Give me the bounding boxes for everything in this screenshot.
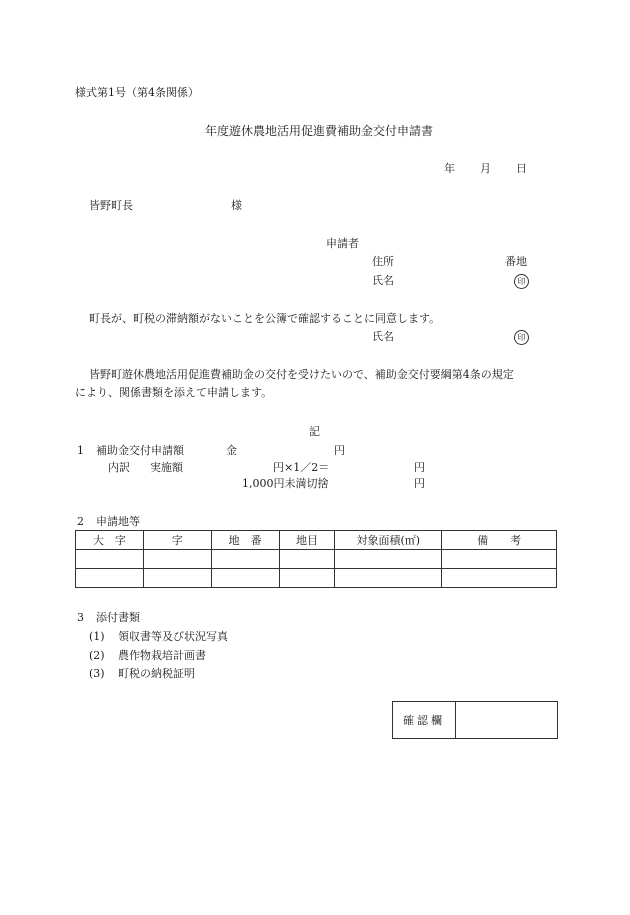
formula-text: 円×1／2＝ xyxy=(273,461,330,474)
table-cell[interactable] xyxy=(211,569,279,588)
lot-label: 番地 xyxy=(505,255,527,268)
addressee-name: 皆野町長 xyxy=(89,199,133,212)
column-header: 大 字 xyxy=(76,531,144,550)
section3-number: 3 xyxy=(77,611,84,624)
form-number: 様式第1号（第4条関係） xyxy=(75,86,199,99)
confirmation-field[interactable] xyxy=(456,702,557,738)
section2-number: 2 xyxy=(77,515,84,528)
section2-label: 申請地等 xyxy=(96,515,140,528)
table-cell[interactable] xyxy=(335,569,442,588)
date-year: 年 xyxy=(444,162,455,175)
applicant-label: 申請者 xyxy=(326,237,359,250)
column-header: 字 xyxy=(143,531,211,550)
breakdown-label: 内訳 xyxy=(108,461,130,474)
document-title: 年度遊休農地活用促進費補助金交付申請書 xyxy=(205,124,434,138)
land-table xyxy=(75,530,557,588)
formula-yen: 円 xyxy=(414,461,425,474)
date-day: 日 xyxy=(516,162,527,175)
attachment-number: (2) xyxy=(89,649,105,662)
address-label: 住所 xyxy=(372,255,394,268)
attachment-item: 農作物栽培計画書 xyxy=(118,649,206,662)
attachment-item: 領収書等及び状況写真 xyxy=(118,630,228,643)
body-text-line2: により、関係書類を添えて申請します。 xyxy=(75,386,273,399)
table-row xyxy=(76,569,557,588)
applicant-name-label: 氏名 xyxy=(372,274,394,287)
column-header: 地目 xyxy=(279,531,335,550)
table-cell[interactable] xyxy=(442,569,557,588)
table-cell[interactable] xyxy=(335,550,442,569)
section1-kin: 金 xyxy=(226,444,237,457)
consent-text: 町長が、町税の滞納額がないことを公簿で確認することに同意します。 xyxy=(89,312,441,325)
table-header-row xyxy=(76,531,557,550)
attachment-item: 町税の納税証明 xyxy=(118,667,195,680)
table-cell[interactable] xyxy=(211,550,279,569)
confirmation-box xyxy=(392,701,558,739)
table-cell[interactable] xyxy=(279,569,335,588)
attachment-number: (1) xyxy=(89,630,105,643)
implement-label: 実施額 xyxy=(150,461,183,474)
confirmation-label: 確認欄 xyxy=(393,702,456,738)
section1-number: 1 xyxy=(77,444,84,457)
table-cell[interactable] xyxy=(76,569,144,588)
table-cell[interactable] xyxy=(442,550,557,569)
seal-mark: 印 xyxy=(514,274,529,289)
section1-label: 補助金交付申請額 xyxy=(96,444,184,457)
attachment-number: (3) xyxy=(89,667,105,680)
table-cell[interactable] xyxy=(143,569,211,588)
section1-yen: 円 xyxy=(334,444,345,457)
addressee-sama: 様 xyxy=(231,199,242,212)
consent-name-label: 氏名 xyxy=(372,330,394,343)
ki-heading: 記 xyxy=(309,425,320,438)
rounding-yen: 円 xyxy=(414,477,425,490)
date-month: 月 xyxy=(480,162,491,175)
rounding-text: 1,000円未満切捨 xyxy=(242,477,329,490)
table-cell[interactable] xyxy=(143,550,211,569)
body-text-line1: 皆野町遊休農地活用促進費補助金の交付を受けたいので、補助金交付要綱第4条の規定 xyxy=(89,368,514,381)
column-header: 対象面積(㎡) xyxy=(335,531,442,550)
table-cell[interactable] xyxy=(76,550,144,569)
section3-label: 添付書類 xyxy=(96,611,140,624)
column-header: 地 番 xyxy=(211,531,279,550)
table-cell[interactable] xyxy=(279,550,335,569)
consent-seal-mark: 印 xyxy=(514,330,529,345)
column-header: 備 考 xyxy=(442,531,557,550)
table-row xyxy=(76,550,557,569)
